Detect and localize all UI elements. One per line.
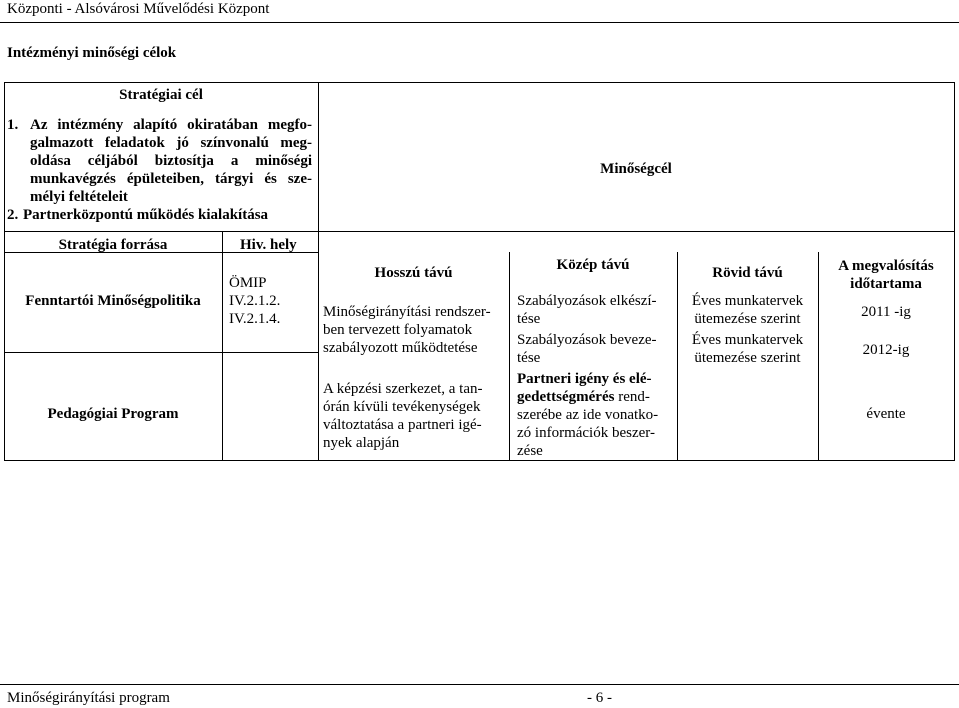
column-header-duration-line-1: A megvalósítás — [838, 258, 934, 274]
goal-1-line-3: oldása céljából biztosítja a minőségi — [30, 153, 312, 169]
goal-1-line-1: Az intézmény alapító okiratában megfo- — [30, 117, 312, 133]
row-1-long-term-line-3: szabályozott működtetése — [323, 340, 478, 356]
row-1-long-term-line-1: Minőségirányítási rendszer- — [323, 304, 491, 320]
column-header-mid-term: Közép távú — [556, 257, 630, 273]
goal-2-text: Partnerközpontú működés kialakítása — [23, 207, 269, 223]
column-header-short-term: Rövid távú — [712, 265, 783, 281]
row-1-mid-term-1-line-1: Szabályozások elkészí- — [517, 293, 657, 309]
header-rule — [0, 22, 959, 23]
goal-1-number: 1. — [7, 117, 19, 133]
section-title: Intézményi minőségi célok — [7, 45, 177, 61]
row-1-long-term-line-2: ben tervezett folyamatok — [323, 322, 473, 338]
row-1-ref-line-2: IV.2.1.2. — [229, 293, 281, 309]
row-1-ref-line-1: ÖMIP — [229, 275, 267, 291]
column-header-source: Stratégia forrása — [58, 237, 168, 253]
goal-2-number: 2. — [7, 207, 19, 223]
footer-title: Minőségirányítási program — [7, 690, 170, 706]
row-2-long-term-line-2: órán kívüli tevékenységek — [323, 399, 481, 415]
row-1-source: Fenntartói Minőségpolitika — [25, 293, 201, 309]
footer-rule — [0, 684, 959, 685]
column-header-ref: Hiv. hely — [240, 237, 297, 253]
column-header-long-term: Hosszú távú — [374, 265, 453, 281]
row-2-mid-term-line-3: szerébe az ide vonatko- — [517, 407, 659, 423]
row-2-mid-term-bold-part: gedettségmérés — [517, 389, 615, 405]
row-2-mid-term-line-1: Partneri igény és elé- — [517, 371, 652, 387]
row-2-long-term-line-4: nyek alapján — [323, 435, 400, 451]
row-2-mid-term-line-2 — [517, 388, 650, 406]
row-1-ref-line-3: IV.2.1.4. — [229, 311, 281, 327]
row-2-mid-term-line-4: zó információk beszer- — [517, 425, 655, 441]
quality-goal-heading: Minőségcél — [600, 161, 672, 177]
strategic-goal-heading: Stratégiai cél — [119, 87, 203, 103]
row-1-mid-term-2-line-1: Szabályozások beveze- — [517, 332, 657, 348]
row-2-mid-term-line-5: zése — [517, 443, 543, 459]
row-1-short-term-1-line-2: ütemezése szerint — [694, 311, 801, 327]
goal-1-line-5: mélyi feltételeit — [30, 189, 128, 205]
row-1-short-term-2-line-1: Éves munkatervek — [691, 332, 804, 348]
row-1-short-term-2-line-2: ütemezése szerint — [694, 350, 801, 366]
row-2-mid-term-normal-part: rend- — [614, 389, 650, 405]
row-1-mid-term-2-line-2: tése — [517, 350, 541, 366]
row-1-duration-2: 2012-ig — [862, 342, 910, 358]
page-number: - 6 - — [587, 690, 612, 706]
goal-1-line-2: galmazott feladatok jó színvonalú meg- — [30, 135, 312, 151]
row-1-mid-term-1-line-2: tése — [517, 311, 541, 327]
document-header: Központi - Alsóvárosi Művelődési Központ — [7, 1, 270, 17]
row-2-long-term-line-3: változtatása a partneri igé- — [323, 417, 482, 433]
row-1-short-term-1-line-1: Éves munkatervek — [691, 293, 804, 309]
row-1-duration-1: 2011 -ig — [861, 304, 911, 320]
row-2-duration: évente — [866, 406, 906, 422]
column-header-duration-line-2: időtartama — [850, 276, 922, 292]
goal-1-line-4: munkavégzés épületeiben, tárgyi és sze- — [30, 171, 312, 187]
row-2-source: Pedagógiai Program — [47, 406, 179, 422]
row-2-long-term-line-1: A képzési szerkezet, a tan- — [323, 381, 483, 397]
